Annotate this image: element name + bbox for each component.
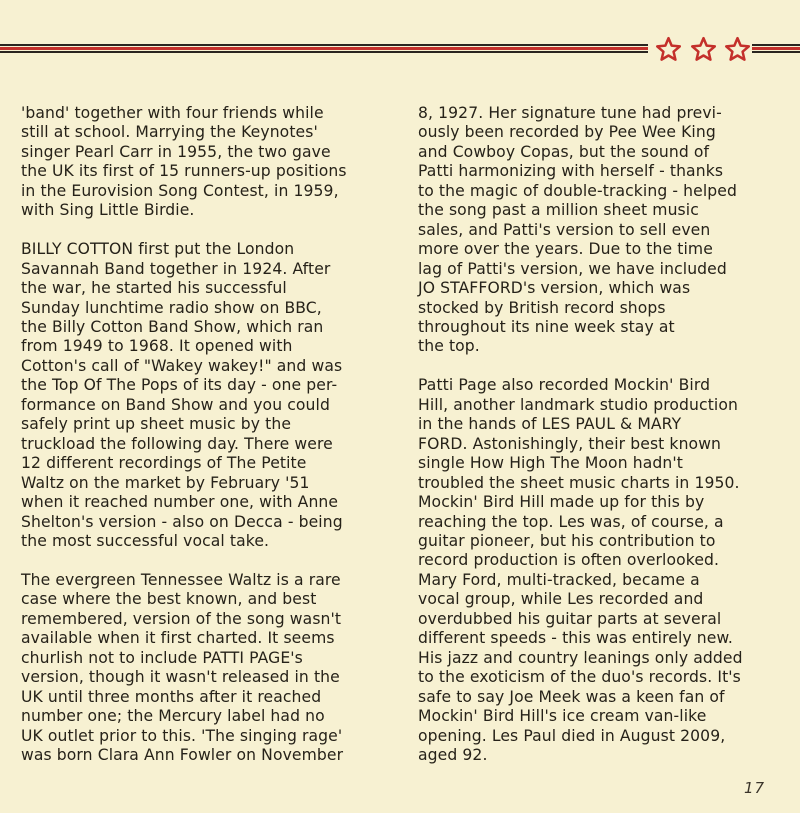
text-line: Patti Page also recorded Mockin' Bird (418, 376, 711, 395)
text-line: overdubbed his guitar parts at several (418, 609, 722, 628)
text-line: case where the best known, and best (21, 590, 317, 609)
text-line: with Sing Little Birdie. (21, 201, 195, 220)
text-line: and Cowboy Copas, but the sound of (418, 142, 710, 161)
text-line: aged 92. (418, 746, 488, 764)
text-line: from 1949 to 1968. It opened with (21, 337, 293, 356)
text-line: still at school. Marrying the Keynotes' (21, 123, 318, 142)
right-column (418, 104, 770, 765)
text-line: JO STAFFORD's version, which was (418, 279, 691, 298)
text-line: more over the years. Due to the time (418, 240, 713, 259)
paragraph (418, 376, 770, 765)
text-line: when it reached number one, with Anne (21, 493, 339, 512)
text-line: formance on Band Show and you could (21, 395, 330, 414)
text-line: the UK its first of 15 runners-up positions (21, 162, 347, 181)
text-line: in the hands of LES PAUL & MARY (418, 415, 682, 434)
text-line: single How High The Moon hadn't (418, 454, 683, 473)
text-line: churlish not to include PATTI PAGE's (21, 648, 303, 667)
text-line: available when it first charted. It seems (21, 629, 335, 648)
star-icon (690, 36, 717, 62)
text-line: to the exoticism of the duo's records. It's (418, 668, 741, 687)
text-line: truckload the following day. There were (21, 434, 333, 453)
text-line: in the Eurovision Song Contest, in 1959, (21, 181, 339, 200)
text-line: singer Pearl Carr in 1955, the two gave (21, 142, 331, 161)
text-line: BILLY COTTON first put the London (21, 240, 295, 259)
text-line: Waltz on the market by February '51 (21, 473, 310, 492)
text-line: the Billy Cotton Band Show, which ran (21, 318, 324, 337)
text-line: safe to say Joe Meek was a keen fan of (418, 687, 725, 706)
text-line: different speeds - this was entirely new. (418, 629, 733, 648)
text-line: was born Clara Ann Fowler on November (21, 746, 344, 765)
star-icon (724, 36, 751, 62)
paragraph (21, 571, 373, 766)
text-line: Mary Ford, multi-tracked, became a (418, 570, 700, 589)
text-line: 12 different recordings of The Petite (21, 454, 307, 473)
page-number: 17 (744, 779, 766, 797)
text-line: lag of Patti's version, we have included (418, 259, 727, 278)
text-line: FORD. Astonishingly, their best known (418, 434, 722, 453)
text-line: Cotton's call of "Wakey wakey!" and was (21, 356, 343, 375)
text-line: safely print up sheet music by the (21, 415, 292, 434)
paragraph (21, 104, 373, 221)
text-line: ously been recorded by Pee Wee King (418, 123, 716, 142)
paragraph (21, 240, 373, 551)
text-line: UK outlet prior to this. 'The singing rage' (21, 726, 343, 745)
text-line: 8, 1927. Her signature tune had previ- (418, 104, 722, 122)
text-line: Savannah Band together in 1924. After (21, 259, 331, 278)
header-rule-right (752, 44, 800, 54)
text-line: troubled the sheet music charts in 1950. (418, 473, 740, 492)
left-column (21, 104, 373, 766)
text-line: Mockin' Bird Hill's ice cream van-like (418, 707, 707, 726)
paragraph-gap (21, 221, 373, 241)
text-line: remembered, version of the song wasn't (21, 609, 342, 628)
text-line: His jazz and country leanings only added (418, 648, 743, 667)
star-icon (655, 36, 682, 62)
text-line: the most successful vocal take. (21, 532, 270, 551)
star-decoration (655, 36, 751, 62)
text-line: Sunday lunchtime radio show on BBC, (21, 298, 322, 317)
text-line: 'band' together with four friends while (21, 104, 324, 122)
text-line: number one; the Mercury label had no (21, 707, 325, 726)
text-line: Mockin' Bird Hill made up for this by (418, 493, 705, 512)
text-line: The evergreen Tennessee Waltz is a rare (21, 570, 341, 589)
text-line: the song past a million sheet music (418, 201, 699, 220)
paragraph-gap (21, 551, 373, 571)
text-line: guitar pioneer, but his contribution to (418, 532, 716, 551)
text-line: throughout its nine week stay at (418, 317, 675, 336)
text-line: Shelton's version - also on Decca - being (21, 512, 343, 531)
paragraph (418, 104, 770, 357)
header-rule-left (0, 44, 648, 54)
text-line: Hill, another landmark studio production (418, 395, 738, 414)
text-line: version, though it wasn't released in the (21, 668, 340, 687)
text-line: stocked by British record shops (418, 298, 666, 317)
text-line: opening. Les Paul died in August 2009, (418, 726, 726, 745)
text-line: Patti harmonizing with herself - thanks (418, 162, 724, 181)
text-line: the war, he started his successful (21, 279, 287, 298)
text-line: sales, and Patti's version to sell even (418, 220, 711, 239)
text-line: record production is often overlooked. (418, 551, 720, 570)
text-line: reaching the top. Les was, of course, a (418, 512, 724, 531)
text-line: vocal group, while Les recorded and (418, 590, 704, 609)
paragraph-gap (418, 357, 770, 377)
text-line: to the magic of double-tracking - helped (418, 181, 737, 200)
text-line: the Top Of The Pops of its day - one per- (21, 376, 338, 395)
text-line: the top. (418, 337, 480, 356)
text-line: UK until three months after it reached (21, 687, 322, 706)
